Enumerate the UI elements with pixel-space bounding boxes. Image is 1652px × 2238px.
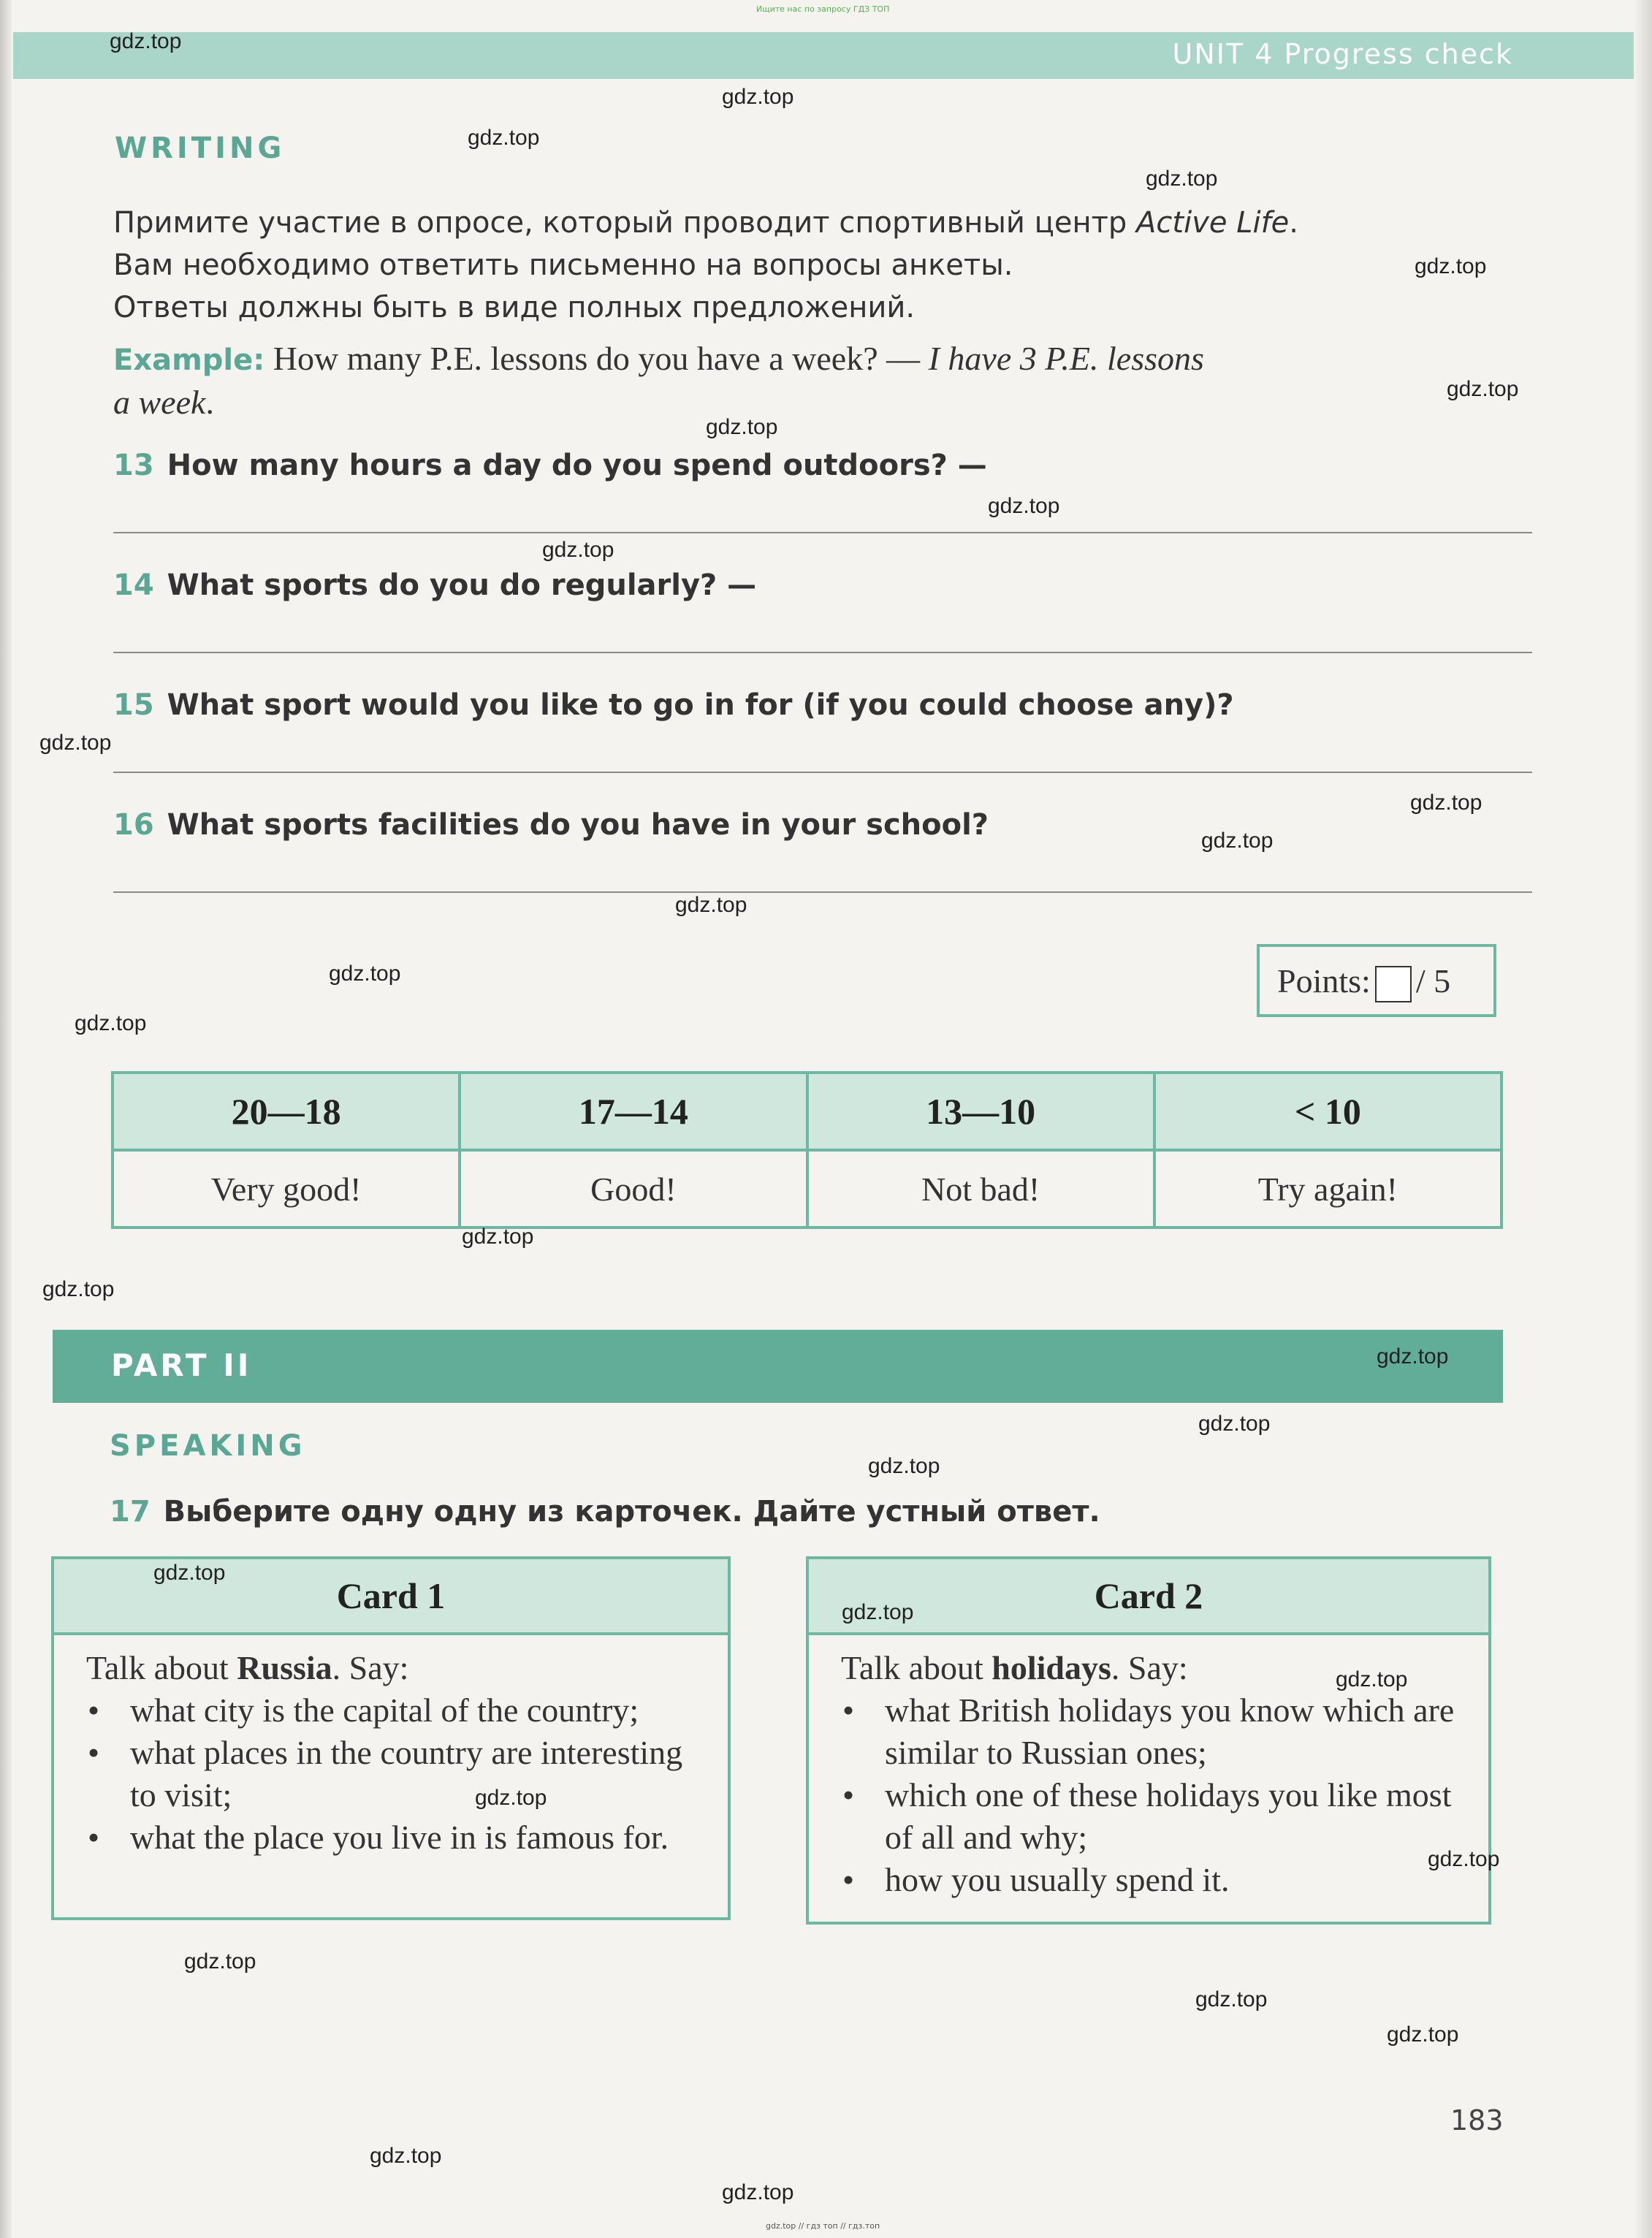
example-answer-2: a week: [113, 384, 206, 421]
answer-line-15[interactable]: [113, 772, 1532, 773]
card-1-topic: Russia: [237, 1649, 332, 1686]
watermark: gdz.top: [1201, 829, 1274, 853]
question-number: 14: [113, 568, 154, 602]
example-question: How many P.E. lessons do you have a week? —: [264, 340, 929, 377]
list-item: • what places in the country are interesting to visit;: [130, 1732, 696, 1816]
points-max: / 5: [1415, 962, 1451, 1000]
watermark: gdz.top: [1387, 2022, 1459, 2047]
watermark: gdz.top: [110, 29, 182, 53]
card-2-list: [841, 1689, 1456, 1901]
task-line1-text: Примите участие в опросе, который проводит спортивный центр: [113, 206, 1137, 240]
watermark: gdz.top: [1146, 167, 1218, 191]
card-2-title: Card 2: [809, 1559, 1488, 1635]
watermark: gdz.top: [842, 1600, 914, 1624]
card-1-title: Card 1: [54, 1559, 728, 1635]
points-label: Points:: [1277, 962, 1371, 1000]
watermark: gdz.top: [706, 415, 778, 439]
question-text: What sports facilities do you have in your school?: [167, 808, 989, 842]
question-13: [113, 449, 987, 482]
list-item: • which one of these holidays you like most of all and why;: [885, 1774, 1456, 1859]
bottom-note: gdz.top // гдз топ // гдз.топ: [766, 2221, 880, 2231]
card-2-intro-text: Talk about: [841, 1649, 992, 1686]
writing-heading: WRITING: [115, 132, 286, 165]
score-range-4: < 10: [1154, 1073, 1501, 1150]
question-number: 16: [113, 808, 154, 842]
watermark: gdz.top: [75, 1011, 147, 1035]
question-14: [113, 568, 756, 602]
part-label: PART II: [111, 1347, 252, 1383]
watermark: gdz.top: [475, 1786, 547, 1810]
watermark: gdz.top: [153, 1561, 226, 1585]
unit-header-bar: [13, 32, 1634, 79]
page-left-shadow: [0, 0, 12, 2238]
score-range-2: 17—14: [460, 1073, 807, 1150]
task-line1-end: .: [1289, 206, 1299, 240]
watermark: gdz.top: [722, 2180, 794, 2204]
card-1: [51, 1556, 731, 1920]
watermark: gdz.top: [1377, 1344, 1449, 1369]
unit-label: UNIT 4 Progress check: [1172, 38, 1513, 70]
watermark: gdz.top: [1410, 791, 1482, 815]
speaking-task-number: 17: [110, 1495, 151, 1529]
watermark: gdz.top: [462, 1225, 534, 1249]
card-1-intro: [86, 1647, 696, 1689]
answer-line-14[interactable]: [113, 652, 1532, 653]
watermark: gdz.top: [1428, 1847, 1500, 1871]
card-2-topic: holidays: [991, 1649, 1111, 1686]
watermark: gdz.top: [468, 126, 540, 150]
score-table: [111, 1071, 1503, 1229]
watermark: gdz.top: [39, 731, 112, 755]
writing-task-line-3: Ответы должны быть в виде полных предложений.: [113, 291, 916, 324]
question-16: [113, 808, 989, 842]
card-2-intro-end: . Say:: [1111, 1649, 1188, 1686]
list-item: • how you usually spend it.: [885, 1859, 1456, 1901]
question-text: What sports do you do regularly? —: [167, 568, 757, 602]
task-line1-italic: Active Life: [1136, 206, 1290, 240]
watermark: gdz.top: [1447, 377, 1519, 401]
example-label: Example:: [113, 343, 265, 377]
card-1-list: [86, 1689, 696, 1859]
question-number: 15: [113, 688, 154, 722]
question-text: What sport would you like to go in for (if you could choose any)?: [167, 688, 1234, 722]
watermark: gdz.top: [1415, 254, 1487, 278]
answer-line-16[interactable]: [113, 891, 1532, 893]
watermark: gdz.top: [1336, 1667, 1408, 1691]
list-item: • what city is the capital of the country;: [130, 1689, 696, 1732]
watermark: gdz.top: [542, 538, 614, 562]
watermark: gdz.top: [675, 893, 747, 917]
answer-line-13[interactable]: [113, 532, 1532, 533]
example-block: [113, 338, 1399, 424]
watermark: gdz.top: [329, 962, 401, 986]
question-15: [113, 688, 1234, 722]
score-verdict-4: Try again!: [1154, 1150, 1501, 1228]
points-box: [1257, 944, 1496, 1017]
watermark: gdz.top: [868, 1454, 940, 1478]
watermark: gdz.top: [722, 85, 794, 109]
writing-task-line-1: [113, 202, 1298, 244]
score-verdict-2: Good!: [460, 1150, 807, 1228]
question-number: 13: [113, 449, 154, 482]
score-verdict-3: Not bad!: [807, 1150, 1154, 1228]
example-end: .: [205, 384, 214, 421]
speaking-task-text: Выберите одну одну из карточек. Дайте устный ответ.: [163, 1495, 1100, 1529]
example-answer-1: I have 3 P.E. lessons: [928, 340, 1204, 377]
card-1-intro-end: . Say:: [332, 1649, 409, 1686]
question-text: How many hours a day do you spend outdoors? —: [167, 449, 987, 482]
points-input-box[interactable]: [1375, 966, 1412, 1002]
list-item: • what British holidays you know which are similar to Russian ones;: [885, 1689, 1456, 1774]
watermark: gdz.top: [988, 494, 1060, 518]
score-range-3: 13—10: [807, 1073, 1154, 1150]
watermark: gdz.top: [1198, 1412, 1271, 1436]
speaking-task: [110, 1495, 1100, 1529]
card-1-intro-text: Talk about: [86, 1649, 237, 1686]
watermark: gdz.top: [184, 1949, 256, 1974]
speaking-heading: SPEAKING: [110, 1429, 306, 1463]
writing-task-line-2: Вам необходимо ответить письменно на вопросы анкеты.: [113, 248, 1013, 282]
score-range-1: 20—18: [113, 1073, 460, 1150]
list-item: • what the place you live in is famous for.: [130, 1816, 696, 1859]
part-bar: [53, 1330, 1503, 1403]
watermark: gdz.top: [42, 1277, 115, 1301]
top-note: Ищите нас по запросу ГДЗ ТОП: [756, 4, 890, 14]
page-right-shadow: [1634, 0, 1652, 2238]
page-number: 183: [1450, 2104, 1504, 2136]
watermark: gdz.top: [370, 2144, 442, 2168]
score-verdict-1: Very good!: [113, 1150, 460, 1228]
watermark: gdz.top: [1195, 1987, 1268, 2011]
